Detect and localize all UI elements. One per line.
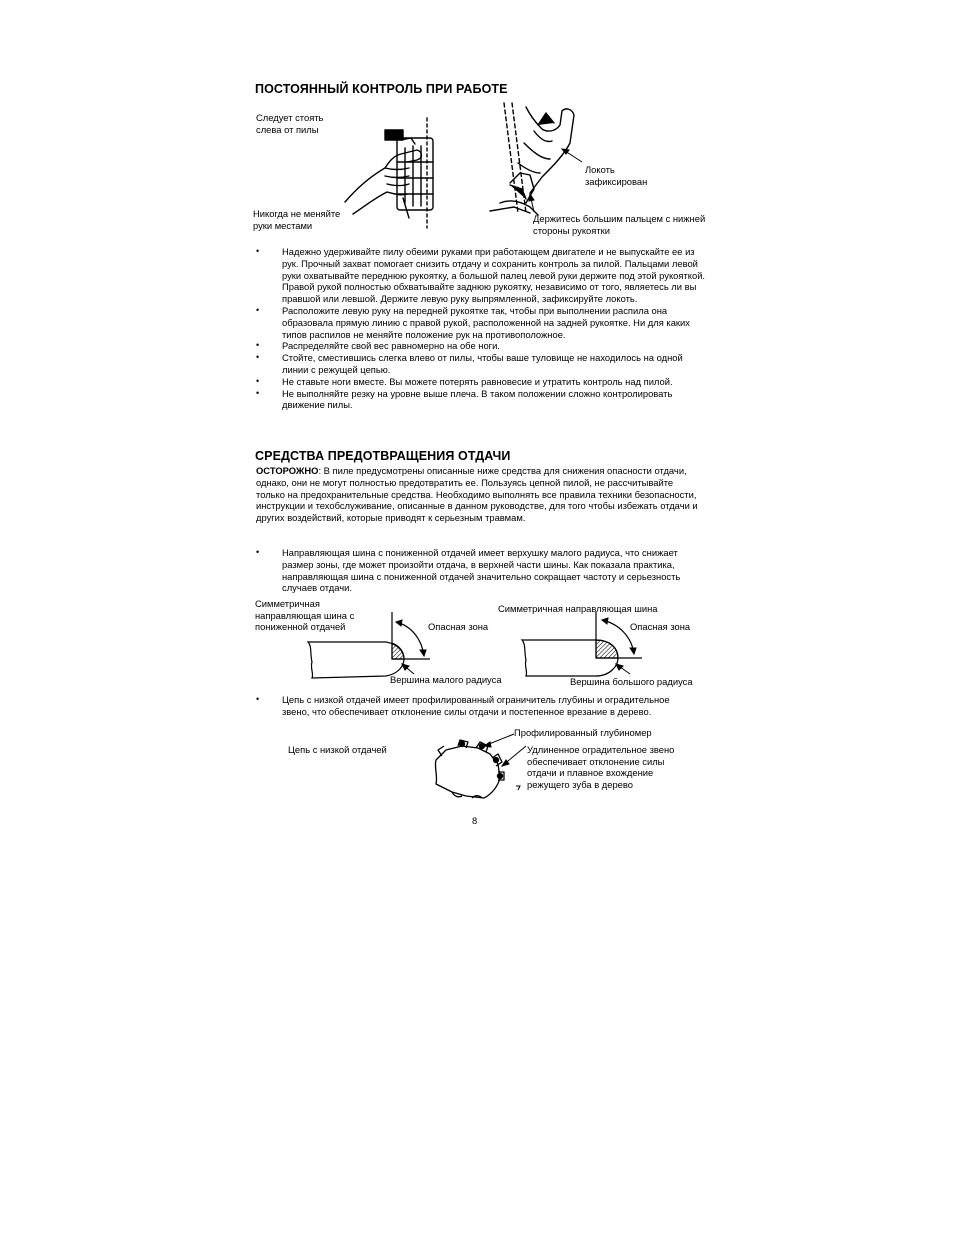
low-kick-chain-illustration [432, 734, 527, 799]
section-title-kickback: СРЕДСТВА ПРЕДОТВРАЩЕНИЯ ОТДАЧИ [255, 449, 511, 463]
caution-label: ОСТОРОЖНО [256, 465, 319, 476]
list-item: • Не выполняйте резку на уровне выше плеча. В таком положении сложно контролировать движение пилы. [256, 388, 706, 412]
label-thumb-under-handle: Держитесь большим пальцем с нижней стороны рукоятки [533, 213, 706, 236]
section-title-control: ПОСТОЯННЫЙ КОНТРОЛЬ ПРИ РАБОТЕ [255, 82, 508, 96]
low-kick-bar-diagram [306, 612, 446, 682]
caution-text: : В пиле предусмотрены описанные ниже средства для снижения опасности отдачи, однако, они не могут полностью предотвратить ее. Пользуясь цепной пилой, не рассчитывайте только на предохранительные средства. Необходимо выполнять все правила техники безопасности, инструкции и техобслуживание, описанные в данном руководстве, для того чтобы избежать отдачи и других воздействий, которые приводят к серьезным травмам. [256, 465, 698, 524]
chain-bullet-list [256, 694, 686, 718]
label-danger-zone-right: Опасная зона [630, 621, 691, 632]
label-depth-gauge: Профилированный глубиномер [514, 727, 652, 738]
control-bullet-list [256, 246, 706, 411]
label-symmetric-bar: Симметричная направляющая шина [498, 603, 658, 614]
list-item: • Расположите левую руку на передней рукоятке так, чтобы при выполнении распила она образовала прямую линию с правой рукой, расположенной на задней рукоятке. Ни для каких типов распилов не меняйте положение рук на противоположное. [256, 305, 706, 340]
label-stand-left: Следует стоять слева от пилы [256, 112, 324, 135]
label-large-radius-tip: Вершина большого радиуса [570, 676, 693, 687]
caution-paragraph [256, 465, 702, 524]
standard-bar-diagram [518, 612, 691, 682]
label-small-radius-tip: Вершина малого радиуса [390, 674, 502, 685]
label-elbow-locked: Локоть зафиксирован [585, 164, 648, 187]
list-item: • Надежно удерживайте пилу обеими руками при работающем двигателе и не выпускайте ее из рук. Прочный захват помогает снизить отдачу и сохранить контроль за пилой. Пальцами левой руки охватывайте переднюю рукоятку, а большой палец левой руки держите под этой рукояткой. Правой рукой полностью обхватывайте заднюю рукоятку, независимо от того, являетесь ли вы правшой или левшой. Держите левую руку выпрямленной, зафиксируйте локоть. [256, 246, 706, 305]
list-item: • Стойте, сместившись слегка влево от пилы, чтобы ваше туловище не находилось на одной линии с режущей цепью. [256, 352, 706, 376]
bar-bullet-list [256, 547, 696, 594]
label-low-kick-chain: Цепь с низкой отдачей [288, 744, 387, 755]
list-item: • Не ставьте ноги вместе. Вы можете потерять равновесие и утратить контроль над пилой. [256, 376, 706, 388]
list-item: • Направляющая шина с пониженной отдачей имеет верхушку малого радиуса, что снижает размер зоны, где может произойти отдача, в верхней части шины. Как показала практика, направляющая шина с пониженной отдачей значительно сокращает частоту и серьезность случаев отдачи. [256, 547, 696, 594]
list-item: • Распределяйте свой вес равномерно на обе ноги. [256, 340, 706, 352]
page-number: 8 [472, 815, 478, 826]
list-item: • Цепь с низкой отдачей имеет профилированный ограничитель глубины и оградительное звено, что обеспечивает отклонение силы отдачи и постепенное врезание в дерево. [256, 694, 686, 718]
label-danger-zone-left: Опасная зона [428, 621, 489, 632]
hands-on-handle-illustration [345, 118, 445, 228]
label-guard-link: Удлиненное оградительное звено обеспечивает отклонение силы отдачи и плавное вхождение режущего зуба в дерево [527, 744, 675, 790]
label-never-swap: Никогда не меняйте руки местами [253, 208, 341, 231]
label-symmetric-low-kick-bar: Симметричная направляющая шина с пониженной отдачей [255, 598, 355, 633]
